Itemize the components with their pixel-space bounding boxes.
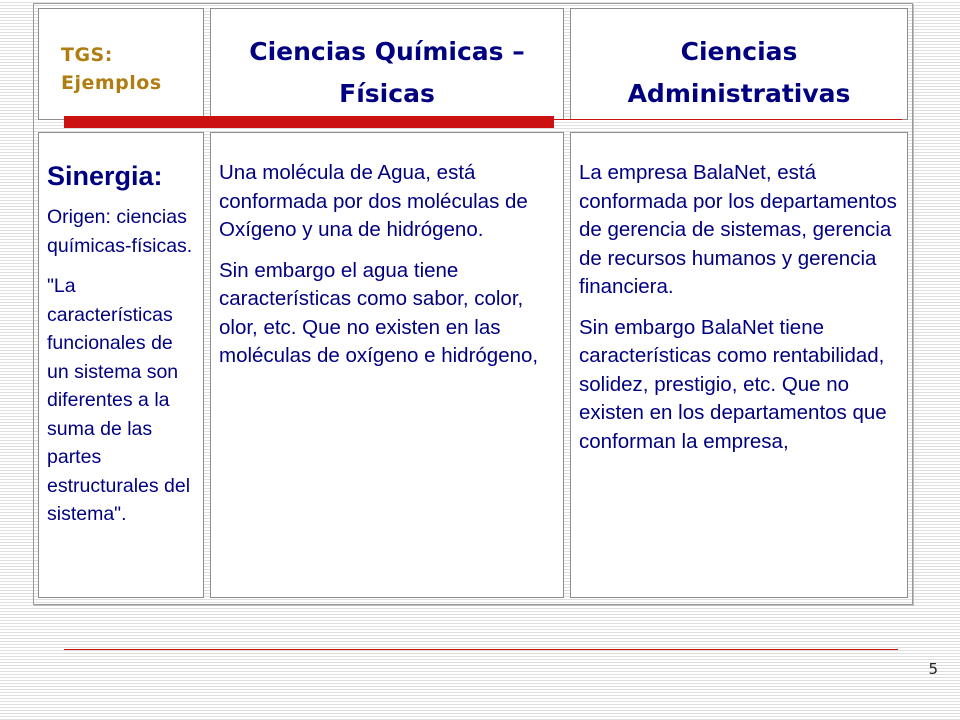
chemistry-paragraph-1: Una molécula de Agua, está conformada por dos moléculas de Oxígeno y una de hidrógeno. [219,161,528,241]
concept-origin-text: Origen: ciencias químicas-físicas. [47,206,193,257]
chemistry-example-content [219,159,557,383]
title-accent-line [554,119,902,120]
comparison-table [33,3,913,605]
header-chemistry-title [211,31,563,115]
concept-title: Sinergia: [47,161,163,191]
title-accent-bar [64,116,554,128]
administration-paragraph-1: La empresa BalaNet, está conformada por los departamentos de gerencia de sistemas, gerencia de recursos humanos y gerencia financiera. [579,161,897,298]
header-administration-title [571,31,907,115]
administration-example-content [579,159,901,468]
administration-paragraph-2: Sin embargo BalaNet tiene características como rentabilidad, solidez, prestigio, etc. Que no existen en los departamentos que conforman la empresa, [579,315,887,453]
page-number: 5 [928,660,938,678]
administration-example-cell [570,132,908,598]
table-header-topic-cell [38,8,204,120]
header-administration-line2: Administrativas [627,79,851,108]
header-administration-line1: Ciencias [680,37,798,66]
header-chemistry-line1: Ciencias Químicas – [249,37,525,66]
topic-label-line2: Ejemplos [61,72,162,94]
chemistry-example-cell [210,132,564,598]
footer-divider-line [64,649,898,650]
topic-label-line1: TGS: [61,44,113,66]
table-header-administration-cell [570,8,908,120]
concept-definition-text: "La características funcionales de un sistema son diferentes a la suma de las partes estructurales del sistema". [47,275,191,525]
table-header-chemistry-cell [210,8,564,120]
header-chemistry-line2: Físicas [339,79,435,108]
concept-cell [38,132,204,598]
concept-content [47,159,197,541]
chemistry-paragraph-2: Sin embargo el agua tiene características como sabor, color, olor, etc. Que no existen en las moléculas de oxígeno e hidrógeno, [219,258,539,367]
slide-topic-label [61,41,162,97]
